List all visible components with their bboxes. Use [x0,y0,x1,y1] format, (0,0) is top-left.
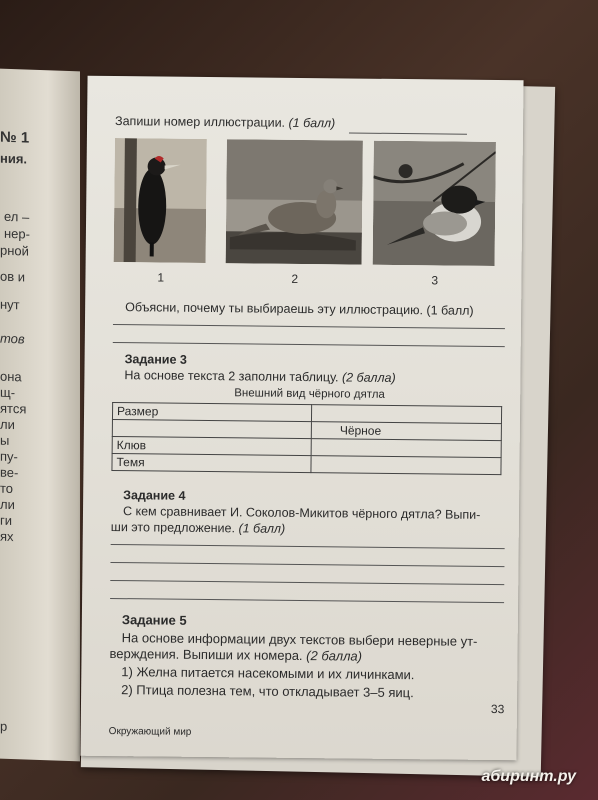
photo-label: 3 [431,273,439,288]
left-fragment: она [0,368,22,385]
left-page [0,69,80,762]
left-fragment: щ- [0,384,16,401]
task4-line: С кем сравнивает И. Соколов-Микитов чёрного дятла? Выпи- [122,504,481,522]
answer-line [110,580,504,585]
task3-title: Задание 3 [124,352,187,367]
left-fragment: ел – [4,208,30,225]
left-fragment: тов [0,330,25,347]
task5-line: верждения. Выпиши их номера. (2 балла) [109,645,363,664]
statement-item: 1) Желна питается насекомыми и их личинками. [121,664,415,683]
page-number: 33 [490,701,505,717]
left-fragment: ги [0,512,13,529]
answer-line [349,132,467,134]
task5-title: Задание 5 [121,612,187,628]
left-fragment: ятся [0,400,27,417]
task4-title: Задание 4 [123,488,186,503]
left-fragment: то [0,480,14,497]
left-fragment: р [0,718,8,734]
answer-line [113,324,505,329]
left-fragment: рной [0,242,29,259]
task5-line: На основе информации двух текстов выбери неверные ут- [121,630,478,649]
left-fragment: ях [0,528,14,545]
left-fragment: нут [0,296,20,313]
woodpecker-photo [114,138,207,263]
left-fragment: ве- [0,464,19,481]
photo-label: 2 [291,271,299,286]
photo-label: 1 [157,270,165,285]
left-fragment: ов и [0,268,26,285]
table-cell: Размер [112,403,311,422]
table-cell[interactable] [311,439,501,458]
table-cell: Чёрное [311,422,501,441]
left-fragment: № 1 [0,128,30,147]
task4-line: ши это предложение. (1 балл) [110,520,286,536]
table-caption: Внешний вид чёрного дятла [234,387,385,401]
ground-bird-photo [226,139,363,264]
left-fragment: нер- [4,225,30,242]
bullfinch-photo [373,141,496,266]
task-prompt: Запиши номер иллюстрации. (1 балл) [115,114,336,131]
watermark: абиринт.ру [481,768,576,785]
table-cell[interactable] [311,405,501,424]
table-cell [112,420,311,439]
table-cell: Клюв [112,437,311,456]
explain-prompt: Объясни, почему ты выбираешь эту иллюстрацию. (1 балл) [125,300,474,318]
footer-subject: Окружающий мир [108,725,192,738]
left-fragment: ы [0,432,10,448]
task3-prompt: На основе текста 2 заполни таблицу. (2 балла) [124,368,396,385]
answer-line [113,342,505,347]
answer-line [110,598,504,603]
left-fragment: ли [0,496,15,513]
workbook-page [80,76,523,761]
table-cell[interactable] [311,456,501,475]
left-fragment: ния. [0,150,28,167]
appearance-table [111,402,502,475]
left-fragment: ли [0,416,15,433]
left-fragment: пу- [0,448,18,465]
statement-item: 2) Птица полезна тем, что откладывает 3–5 яиц. [121,682,414,701]
table-cell: Темя [112,454,311,473]
answer-line [111,544,505,549]
answer-line [110,562,504,567]
table-row [112,454,501,475]
